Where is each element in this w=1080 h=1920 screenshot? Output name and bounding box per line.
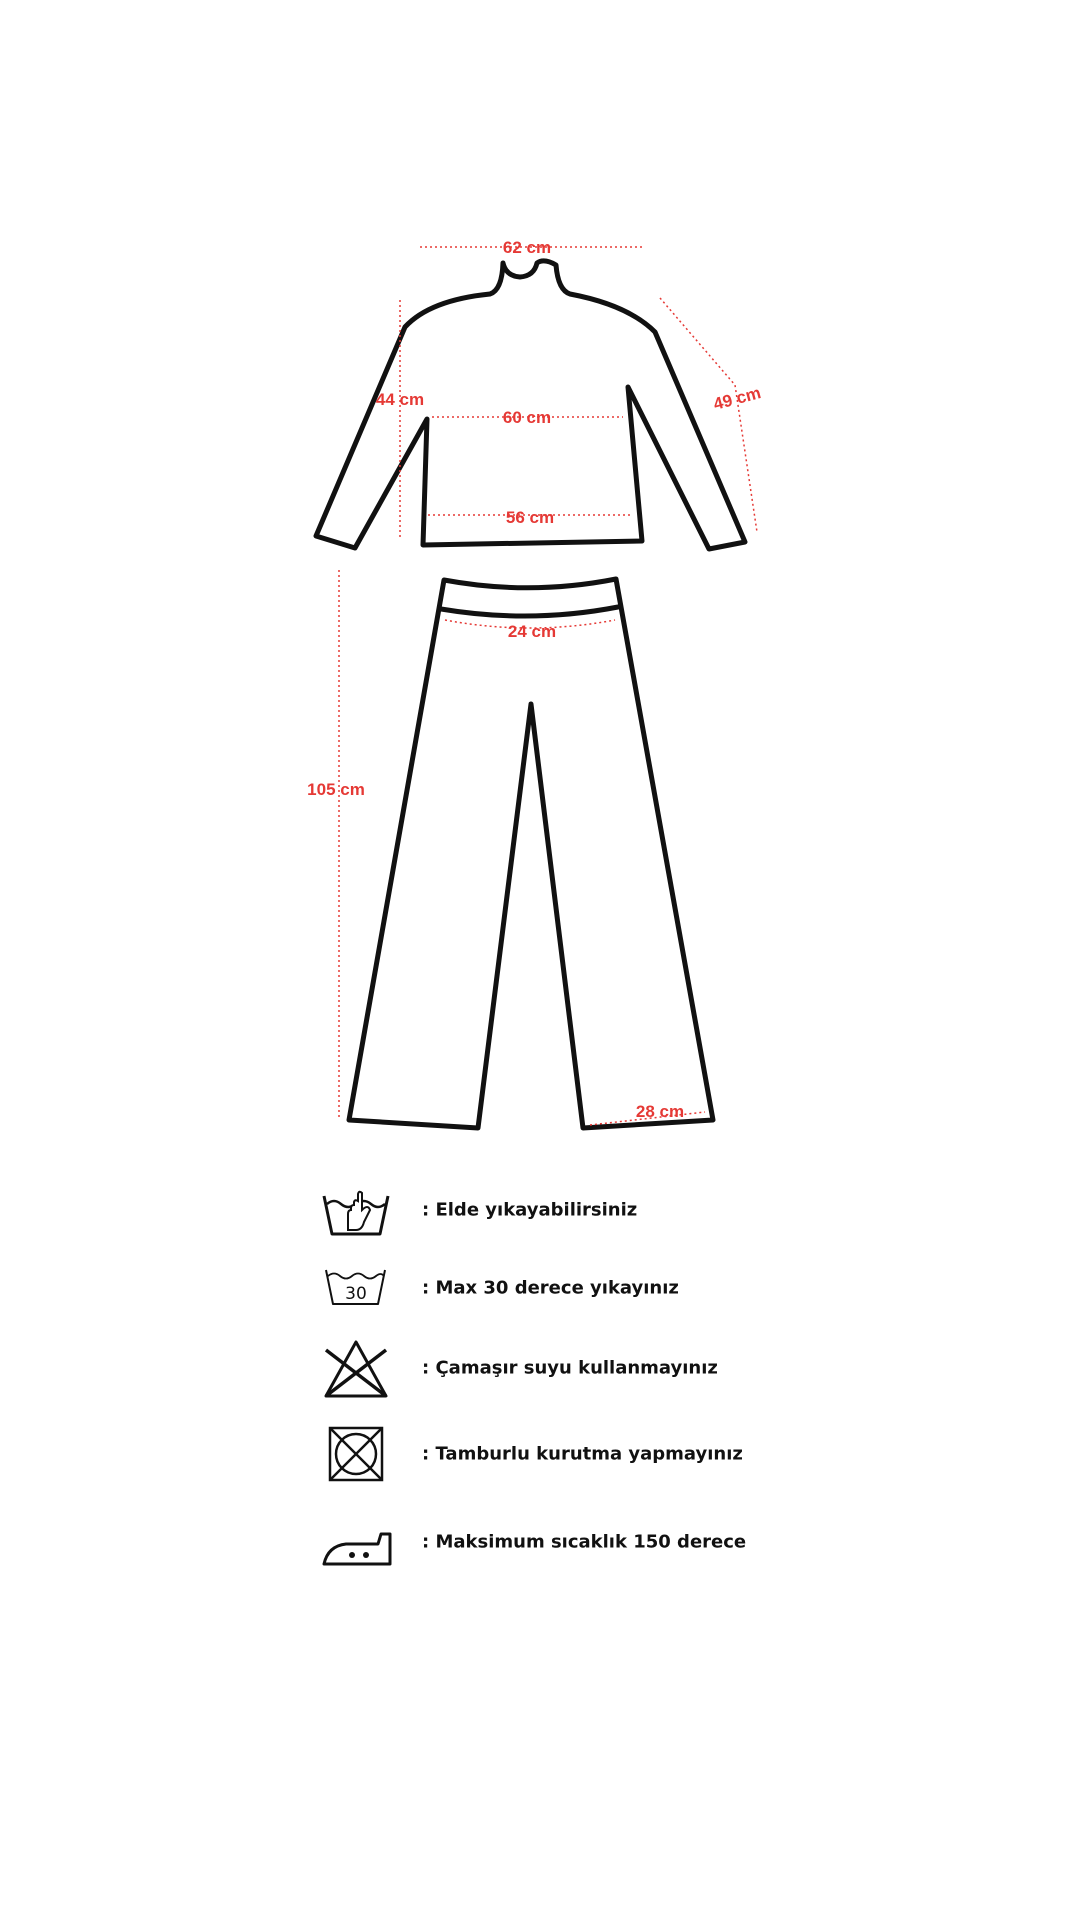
no-tumble-dry-icon [320, 1424, 392, 1484]
iron-medium-icon [320, 1512, 392, 1572]
chest-measure-label: 60 cm [502, 408, 552, 427]
care-text: : Tamburlu kurutma yapmayınız [422, 1443, 743, 1465]
care-item-wash-30 [320, 1258, 940, 1318]
care-item-hand-wash [320, 1180, 940, 1240]
leg-opening-measure-label: 28 cm [635, 1102, 685, 1121]
sleeve-measure-label: 49 cm [711, 383, 763, 414]
care-item-no-tumble-dry [320, 1424, 940, 1484]
no-bleach-icon [320, 1338, 392, 1402]
pants-length-measure-label: 105 cm [307, 780, 365, 799]
pants-outline [349, 579, 713, 1128]
waist-measure-label: 24 cm [507, 622, 557, 641]
care-item-no-bleach [320, 1338, 940, 1398]
hem-measure-label: 56 cm [505, 508, 555, 527]
shoulder-measure-label: 62 cm [502, 238, 552, 257]
care-text: : Maksimum sıcaklık 150 derece [422, 1531, 747, 1553]
care-text: : Elde yıkayabilirsiniz [422, 1199, 638, 1221]
care-item-iron [320, 1512, 940, 1572]
sleeve-dim-line [660, 298, 757, 532]
waistband-line [441, 607, 618, 616]
care-text: : Çamaşır suyu kullanmayınız [422, 1357, 718, 1379]
hand-wash-icon [320, 1180, 392, 1240]
care-text: : Max 30 derece yıkayınız [422, 1277, 679, 1299]
body-length-measure-label: 44 cm [375, 390, 425, 409]
wash-30-icon [320, 1258, 392, 1318]
wash-temperature-label: 30 [345, 1284, 367, 1304]
